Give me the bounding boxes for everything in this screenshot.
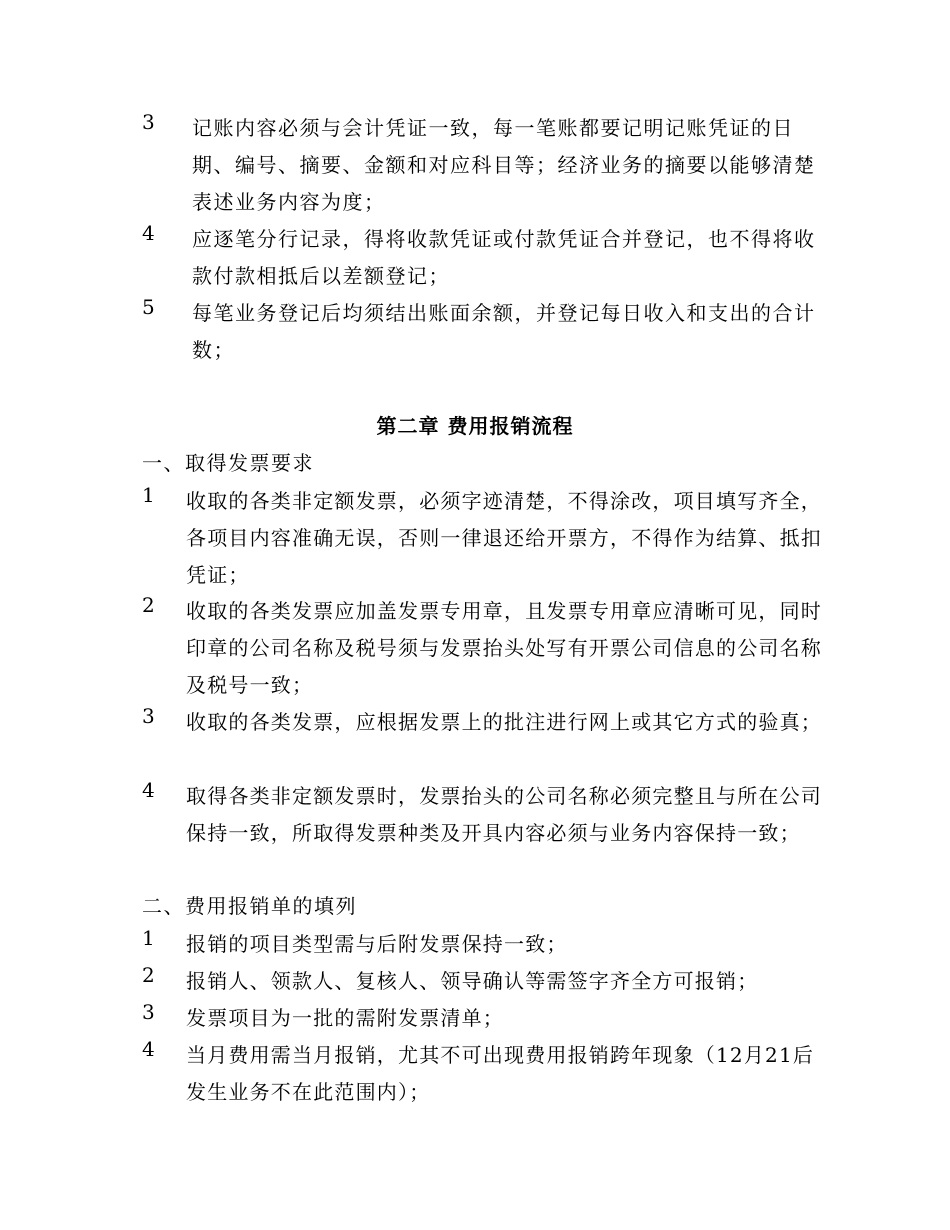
item-text: 应逐笔分行记录，得将收款凭证或付款凭证合并登记，也不得将收款付款相抵后以差额登记；	[192, 227, 816, 288]
item-text: 报销的项目类型需与后附发票保持一致；	[186, 932, 568, 956]
section-heading: 二、费用报销单的填列	[142, 894, 357, 918]
item-number: 4	[142, 221, 155, 245]
item-text: 报销人、领款人、复核人、领导确认等需签字齐全方可报销；	[186, 969, 759, 993]
item-text: 发票项目为一批的需附发票清单；	[186, 1006, 504, 1030]
list-item	[142, 483, 822, 594]
item-number: 3	[142, 110, 155, 134]
list-item	[142, 1000, 822, 1037]
list-item	[142, 295, 822, 369]
item-number: 2	[142, 593, 155, 617]
item-number: 3	[142, 1000, 155, 1024]
item-text: 收取的各类发票应加盖发票专用章，且发票专用章应清晰可见，同时印章的公司名称及税号须与发票抬头处写有开票公司信息的公司名称及税号一致；	[186, 599, 822, 697]
list-item	[142, 704, 822, 741]
item-number: 1	[142, 926, 155, 950]
chapter-title: 第二章 费用报销流程	[376, 414, 574, 438]
list-item	[142, 963, 822, 1000]
item-text: 取得各类非定额发票时，发票抬头的公司名称必须完整且与所在公司保持一致，所取得发票种类及开具内容必须与业务内容保持一致；	[186, 784, 822, 845]
item-number: 4	[142, 1037, 155, 1061]
list-item	[142, 778, 822, 852]
list-item	[142, 1037, 822, 1111]
item-text: 当月费用需当月报销，尤其不可出现费用报销跨年现象（12月21后发生业务不在此范围内）；	[186, 1043, 815, 1104]
list-item	[142, 110, 822, 221]
item-number: 2	[142, 963, 155, 987]
item-number: 1	[142, 483, 155, 507]
item-text: 记账内容必须与会计凭证一致，每一笔账都要记明记账凭证的日期、编号、摘要、金额和对应科目等；经济业务的摘要以能够清楚表述业务内容为度；	[192, 116, 816, 214]
item-text: 收取的各类非定额发票，必须字迹清楚，不得涂改，项目填写齐全，各项目内容准确无误，否则一律退还给开票方，不得作为结算、抵扣凭证；	[186, 489, 822, 587]
list-item	[142, 593, 822, 704]
item-number: 3	[142, 704, 155, 728]
item-number: 5	[142, 295, 155, 319]
section-heading: 一、取得发票要求	[142, 451, 314, 475]
item-text: 每笔业务登记后均须结出账面余额，并登记每日收入和支出的合计数；	[192, 301, 816, 362]
list-item	[142, 221, 822, 295]
item-text: 收取的各类发票，应根据发票上的批注进行网上或其它方式的验真；	[186, 710, 822, 734]
item-number: 4	[142, 778, 155, 802]
list-item	[142, 926, 822, 963]
